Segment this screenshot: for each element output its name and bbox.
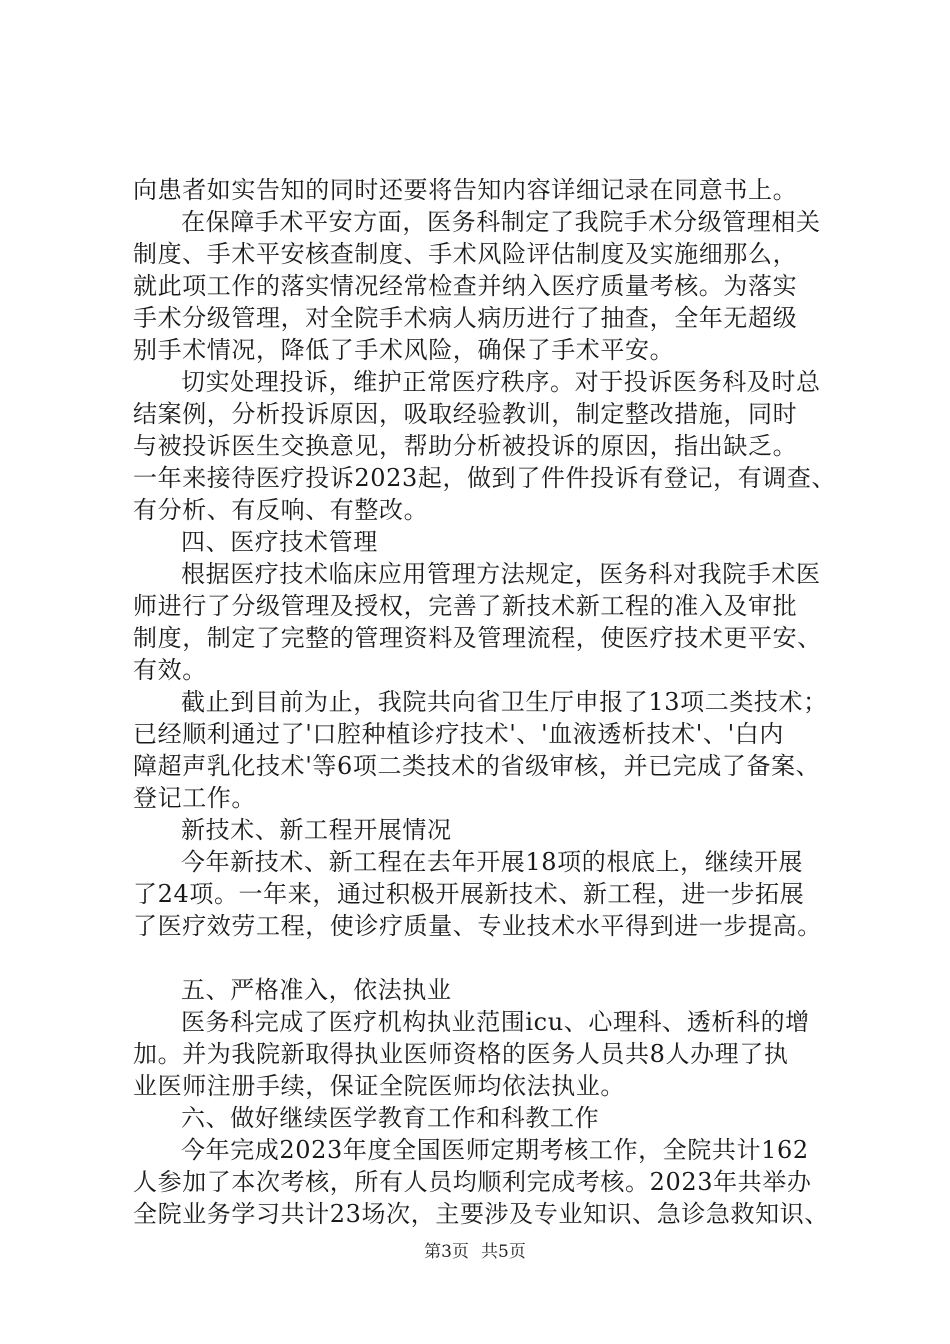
text-line: 了医疗效劳工程，使诊疗质量、专业技术水平得到进一步提高。 — [133, 912, 822, 940]
text-line: 在保障手术平安方面，医务科制定了我院手术分级管理相关 — [181, 208, 821, 236]
text-line: 一年来接待医疗投诉2023起，做到了件件投诉有登记，有调查、 — [133, 464, 837, 492]
text-line: 切实处理投诉，维护正常医疗秩序。对于投诉医务科及时总 — [181, 368, 821, 396]
text-line: 障超声乳化技术'等6项二类技术的省级审核，并已完成了备案、 — [133, 752, 821, 780]
text-line: 有效。 — [133, 656, 207, 684]
text-line: 根据医疗技术临床应用管理方法规定，医务科对我院手术医 — [181, 560, 821, 588]
section-heading: 四、医疗技术管理 — [181, 528, 378, 556]
text-line: 向患者如实告知的同时还要将告知内容详细记录在同意书上。 — [133, 176, 798, 204]
text-line: 人参加了本次考核，所有人员均顺利完成考核。2023年共举办 — [133, 1168, 812, 1196]
text-line: 师进行了分级管理及授权，完善了新技术新工程的准入及审批 — [133, 592, 798, 620]
text-line: 制度、手术平安核查制度、手术风险评估制度及实施细那么， — [133, 240, 798, 268]
text-line: 业医师注册手续，保证全院医师均依法执业。 — [133, 1072, 625, 1100]
text-line: 了24项。一年来，通过积极开展新技术、新工程，进一步拓展 — [133, 880, 805, 908]
text-line: 有分析、有反响、有整改。 — [133, 496, 429, 524]
text-line: 制度，制定了完整的管理资料及管理流程，使医疗技术更平安、 — [133, 624, 822, 652]
text-line: 登记工作。 — [133, 784, 256, 812]
text-line: 与被投诉医生交换意见，帮助分析被投诉的原因，指出缺乏。 — [133, 432, 798, 460]
text-line: 手术分级管理，对全院手术病人病历进行了抽查，全年无超级 — [133, 304, 798, 332]
text-line: 截止到目前为止，我院共向省卫生厅申报了13项二类技术； — [181, 688, 828, 716]
text-line: 已经顺利通过了'口腔种植诊疗技术'、'血液透析技术'、'白内 — [133, 720, 784, 748]
text-line: 结案例，分析投诉原因，吸取经验教训，制定整改措施，同时 — [133, 400, 798, 428]
text-line: 今年完成2023年度全国医师定期考核工作，全院共计162 — [181, 1136, 809, 1164]
text-line: 就此项工作的落实情况经常检查并纳入医疗质量考核。为落实 — [133, 272, 798, 300]
text-line: 别手术情况，降低了手术风险，确保了手术平安。 — [133, 336, 675, 364]
page-total: 共5页 — [481, 1242, 526, 1262]
page-number: 第3页 — [424, 1242, 469, 1262]
text-line: 医务科完成了医疗机构执业范围icu、心理科、透析科的增 — [181, 1008, 810, 1036]
text-line: 全院业务学习共计23场次，主要涉及专业知识、急诊急救知识、 — [133, 1200, 829, 1228]
text-line: 加。并为我院新取得执业医师资格的医务人员共8人办理了执 — [133, 1040, 789, 1068]
section-heading: 新技术、新工程开展情况 — [181, 816, 452, 844]
text-line: 今年新技术、新工程在去年开展18项的根底上，继续开展 — [181, 848, 804, 876]
section-heading: 六、做好继续医学教育工作和科教工作 — [181, 1104, 600, 1132]
page-footer — [0, 1241, 950, 1263]
section-heading: 五、严格准入，依法执业 — [181, 976, 452, 1004]
